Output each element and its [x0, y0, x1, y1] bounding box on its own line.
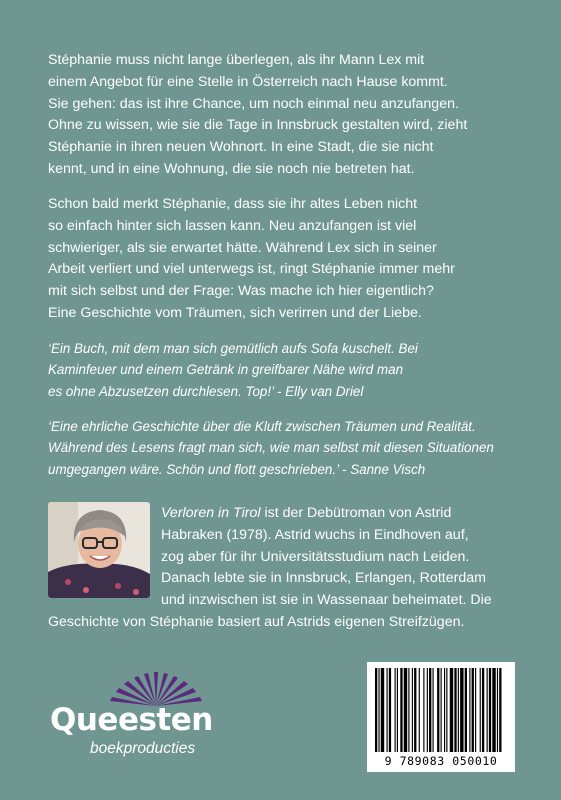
- text-line: Eine Geschichte vom Träumen, sich verirren und der Liebe.: [48, 304, 422, 321]
- text-line: Ohne zu wissen, wie sie die Tage in Innsbruck gestalten wird, zieht: [48, 117, 468, 134]
- barcode-bar: [437, 668, 439, 752]
- text-line: so einfach hinter sich lassen kann. Neu anzufangen ist viel: [48, 217, 417, 234]
- barcode-bar: [387, 668, 388, 752]
- review-quote-2: [48, 416, 518, 480]
- quote-line: Während des Lesens fragt man sich, wie man selbst mit diesen Situationen: [48, 440, 494, 456]
- text-line: Schon bald merkt Stéphanie, dass sie ihr altes Leben nicht: [48, 196, 418, 212]
- barcode-bar: [492, 668, 495, 752]
- description-paragraph-2: [48, 194, 518, 325]
- text-segment: ist der Debütroman von Astrid: [260, 505, 452, 521]
- quote-line: es ohne Abzusetzen durchlesen. Top!’ - Elly van Driel: [48, 383, 364, 399]
- barcode-bar: [444, 668, 445, 752]
- barcode-bar: [395, 668, 396, 752]
- text-line: Arbeit verliert und viel unterwegs ist, ringt Stéphanie immer mehr: [48, 261, 455, 278]
- barcode-bar: [487, 668, 488, 752]
- barcode-bar: [454, 668, 456, 752]
- quote-line: ‘Ein Buch, mit dem man sich gemütlich aufs Sofa kuschelt. Bei: [48, 341, 418, 356]
- barcode-bar: [397, 668, 398, 752]
- review-quote-1: [48, 338, 518, 402]
- bio-line: und inzwischen ist sie in Wassenaar beheimatet. Die: [161, 592, 492, 609]
- barcode-bar: [412, 668, 413, 752]
- isbn-barcode: [367, 662, 515, 772]
- text-line: schwieriger, als sie erwartet hätte. Während Lex sich in seiner: [48, 239, 437, 256]
- bio-line: Danach lebte sie in Innsbruck, Erlangen, Rotterdam: [161, 570, 486, 587]
- barcode-bar: [389, 668, 391, 752]
- publisher-subtitle: boekproducties: [90, 740, 196, 757]
- text-line: einem Angebot für eine Stelle in Österreich nach Hause kommt.: [48, 73, 448, 90]
- barcode-bar: [423, 668, 424, 752]
- barcode-bar: [419, 668, 420, 752]
- barcode-bar: [400, 668, 402, 752]
- text-line: kennt, und in eine Wohnung, die sie noch nie betreten hat.: [48, 160, 415, 177]
- barcode-bar: [427, 668, 428, 752]
- author-bio: [48, 503, 518, 634]
- barcode-bar: [404, 668, 407, 752]
- isbn-digits: 9 789083 050010: [384, 754, 498, 768]
- bio-line: zog aber für ihr Universitätsstudium nach Leiden.: [161, 548, 470, 565]
- barcode-bar: [378, 668, 379, 752]
- bio-line: Geschichte von Stéphanie basiert auf Astrids eigenen Streifzügen.: [48, 613, 465, 630]
- barcode-bar: [414, 668, 416, 752]
- quote-line: Kaminfeuer und einem Getränk in greifbarer Nähe wird man: [48, 362, 404, 378]
- barcode-bar: [458, 668, 459, 752]
- bio-first-line: [48, 503, 518, 525]
- barcode-bar: [381, 668, 384, 752]
- description-paragraph-1: [48, 50, 518, 181]
- text-line: Stéphanie muss nicht lange überlegen, als ihr Mann Lex mit: [48, 52, 425, 68]
- quote-line: ‘Eine ehrliche Geschichte über die Kluft zwischen Träumen und Realität.: [48, 419, 476, 434]
- publisher-logo: [46, 668, 226, 778]
- publisher-name: Queesten: [50, 702, 213, 738]
- barcode-bar: [429, 668, 431, 752]
- barcode-bar: [480, 668, 481, 752]
- barcode-bar: [446, 668, 447, 752]
- barcode-bar: [460, 668, 463, 752]
- book-title: Verloren in Tirol: [161, 505, 261, 521]
- barcode-bar: [475, 668, 476, 752]
- bio-line: Habraken (1978). Astrid wuchs in Eindhoven auf,: [161, 526, 469, 543]
- barcode-bar: [433, 668, 434, 752]
- barcode-bar: [375, 668, 377, 752]
- barcode-bars: [367, 662, 515, 754]
- barcode-bar: [441, 668, 442, 752]
- text-line: Stéphanie in ihren neuen Wohnort. In eine Stadt, die sie nicht: [48, 139, 434, 156]
- barcode-bar: [450, 668, 453, 752]
- barcode-bar: [499, 668, 501, 752]
- quote-line: umgegangen wäre. Schön und flott geschrieben.’ - Sanne Visch: [48, 461, 426, 477]
- text-line: Sie gehen: das ist ihre Chance, um noch einmal neu anzufangen.: [48, 95, 459, 112]
- text-line: mit sich selbst und der Frage: Was mache ich hier eigentlich?: [48, 283, 434, 300]
- barcode-bar: [482, 668, 484, 752]
- barcode-bar: [408, 668, 409, 752]
- barcode-bar: [497, 668, 498, 752]
- barcode-bar: [472, 668, 474, 752]
- barcode-bar: [465, 668, 467, 752]
- barcode-bar: [489, 668, 491, 752]
- barcode-bar: [469, 668, 470, 752]
